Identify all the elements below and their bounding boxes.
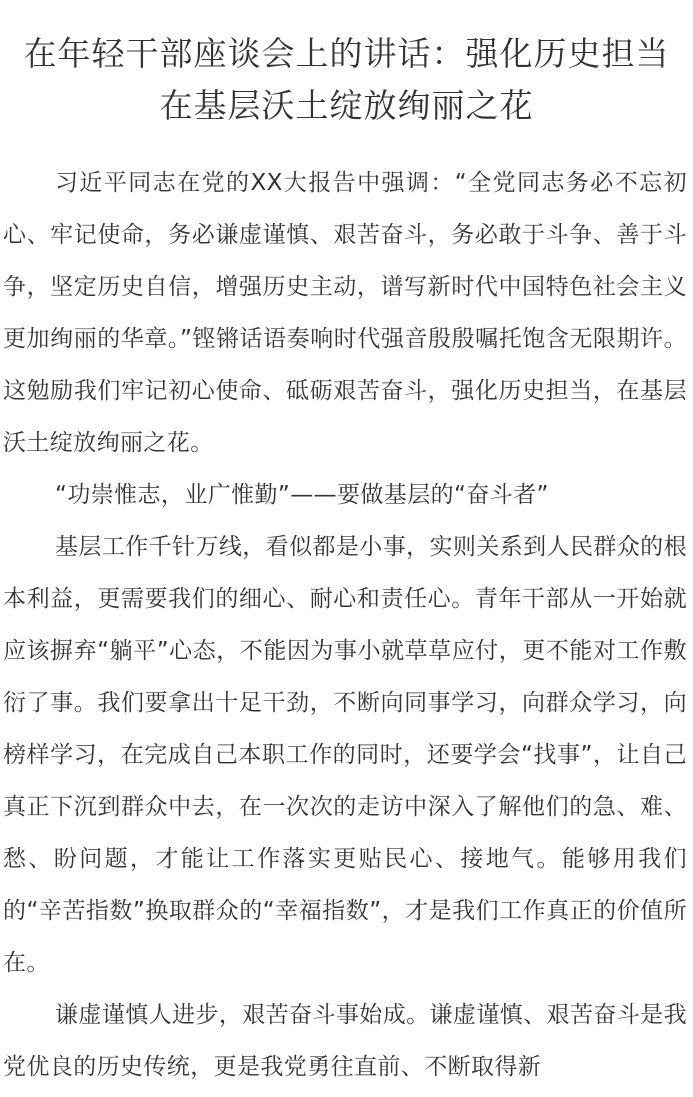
section-heading: “功崇惟志，业广惟勤”——要做基层的“奋斗者” <box>55 482 549 508</box>
paragraph-grassroots-work: 基层工作千针万线，看似都是小事，实则关系到人民群众的根本利益，更需要我们的细心、耐心和责任心。青年干部从一开始就应该摒弃“躺平”心态，不能因为事小就草草应付，更不能对工作敷衍了事。我们要拿出十足干劲，不断向同事学习，向群众学习，向榜样学习，在完成自己本职工作的同时，还要学会“找事”，让自己真正下沉到群众中去，在一次次的走访中深入了解他们的急、难、愁、盼问题，才能让工作落实更贴民心、接地气。能够用我们的“辛苦指数”换取群众的“幸福指数”，才是我们工作真正的价值所在。 <box>3 534 687 976</box>
article-body <box>3 157 687 1093</box>
paragraph-intro: 习近平同志在党的XX大报告中强调：“全党同志务必不忘初心、牢记使命，务必谦虚谨慎、艰苦奋斗，务必敢于斗争、善于斗争，坚定历史自信，增强历史主动，谱写新时代中国特色社会主义更加绚丽的华章。”铿锵话语奏响时代强音殷殷嘱托饱含无限期许。这勉励我们牢记初心使命、砥砺艰苦奋斗，强化历史担当，在基层沃土绽放绚丽之花。 <box>3 170 687 456</box>
article-title-line-2: 在基层沃土绽放绚丽之花 <box>159 86 534 125</box>
paragraph-modesty: 谦虚谨慎人进步，艰苦奋斗事始成。谦虚谨慎、艰苦奋斗是我党优良的历史传统，更是我党勇往直前、不断取得新 <box>3 1002 687 1080</box>
article-title-line-1: 在年轻干部座谈会上的讲话：强化历史担当 <box>23 34 670 73</box>
article-title <box>0 0 693 132</box>
